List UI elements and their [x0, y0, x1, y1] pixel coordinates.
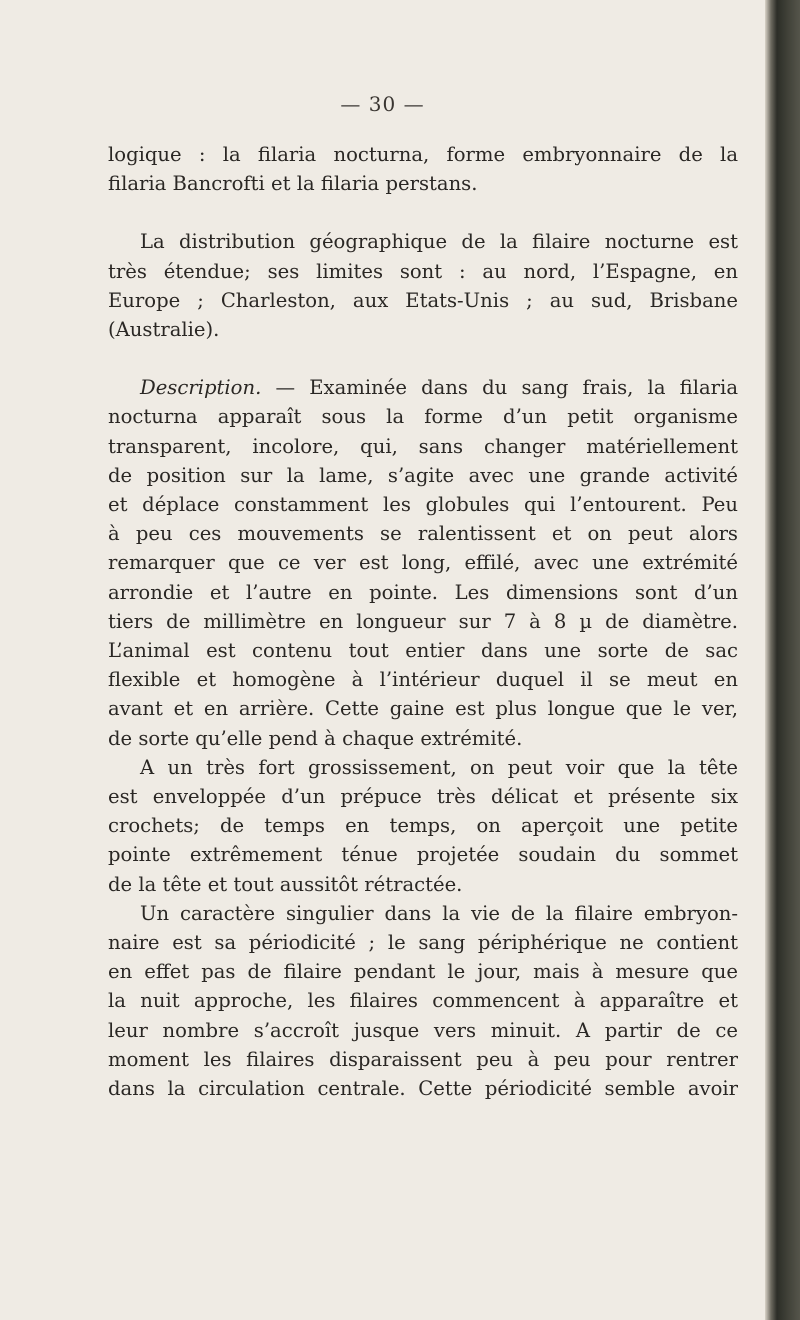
text-line: est enveloppée d’un prépuce très délicat et présente six [108, 785, 738, 809]
text-line: à peu ces mouvements se ralentissent et on peut alors [108, 522, 738, 546]
text-line: naire est sa périodicité ; le sang périphérique ne contient [108, 931, 738, 955]
text-line: L’animal est contenu tout entier dans une sorte de sac [108, 639, 738, 663]
text-line [108, 373, 738, 402]
text-line: logique : la filaria nocturna, forme embryonnaire de la [108, 143, 738, 166]
text-line: remarquer que ce ver est long, effilé, avec une extrémité [108, 551, 738, 575]
text-line: Europe ; Charleston, aux Etats-Unis ; au sud, Brisbane [108, 288, 738, 312]
text-line: dans la circulation centrale. Cette périodicité semble avoir [108, 1077, 738, 1101]
text-line: moment les filaires disparaissent peu à peu pour rentrer [108, 1047, 738, 1071]
text-line: et déplace constamment les globules qui l’entourent. Peu [108, 493, 738, 517]
text-line: arrondie et l’autre en pointe. Les dimensions sont d’un [108, 580, 738, 604]
text-fragment: — Examinée dans du sang frais, la filaria [261, 376, 738, 400]
paragraph-3 [108, 373, 738, 753]
text-line: de la tête et tout aussitôt rétractée. [108, 872, 463, 896]
text-line: de position sur la lame, s’agite avec une grande activité [108, 463, 738, 487]
paragraph-1 [108, 140, 738, 198]
text-line: (Australie). [108, 318, 220, 342]
text-line: nocturna apparaît sous la forme d’un petit organisme [108, 405, 738, 429]
text-line: en effet pas de filaire pendant le jour, mais à mesure que [108, 960, 738, 984]
text-line: pointe extrêmement ténue projetée soudain du sommet [108, 843, 738, 867]
book-binding-edge [765, 0, 800, 1320]
paragraph-5 [108, 899, 738, 1103]
text-line: leur nombre s’accroît jusque vers minuit. A partir de ce [108, 1018, 738, 1042]
text-line: avant et en arrière. Cette gaine est plus longue que le ver, [108, 697, 738, 721]
text-line: La distribution géographique de la filaire nocturne est [140, 230, 738, 254]
section-heading: Description. [140, 376, 262, 400]
text-line: crochets; de temps en temps, on aperçoit une petite [108, 814, 738, 838]
text-line: de sorte qu’elle pend à chaque extrémité. [108, 726, 523, 750]
text-line: flexible et homogène à l’intérieur duquel il se meut en [108, 668, 738, 692]
text-line: Un caractère singulier dans la vie de la filaire embryon- [140, 901, 738, 925]
page-number: — 30 — [340, 92, 425, 116]
text-line: très étendue; ses limites sont : au nord, l’Espagne, en [108, 259, 738, 283]
text-line: transparent, incolore, qui, sans changer matériellement [108, 434, 738, 458]
text-line: tiers de millimètre en longueur sur 7 à 8 µ de diamètre. [108, 609, 738, 633]
body-text [108, 140, 738, 1103]
text-line: filaria Bancrofti et la filaria perstans. [108, 172, 478, 196]
paragraph-4 [108, 753, 738, 899]
paragraph-2 [108, 227, 738, 344]
text-line: la nuit approche, les filaires commencent à apparaître et [108, 989, 738, 1013]
text-line: A un très fort grossissement, on peut voir que la tête [140, 755, 738, 779]
